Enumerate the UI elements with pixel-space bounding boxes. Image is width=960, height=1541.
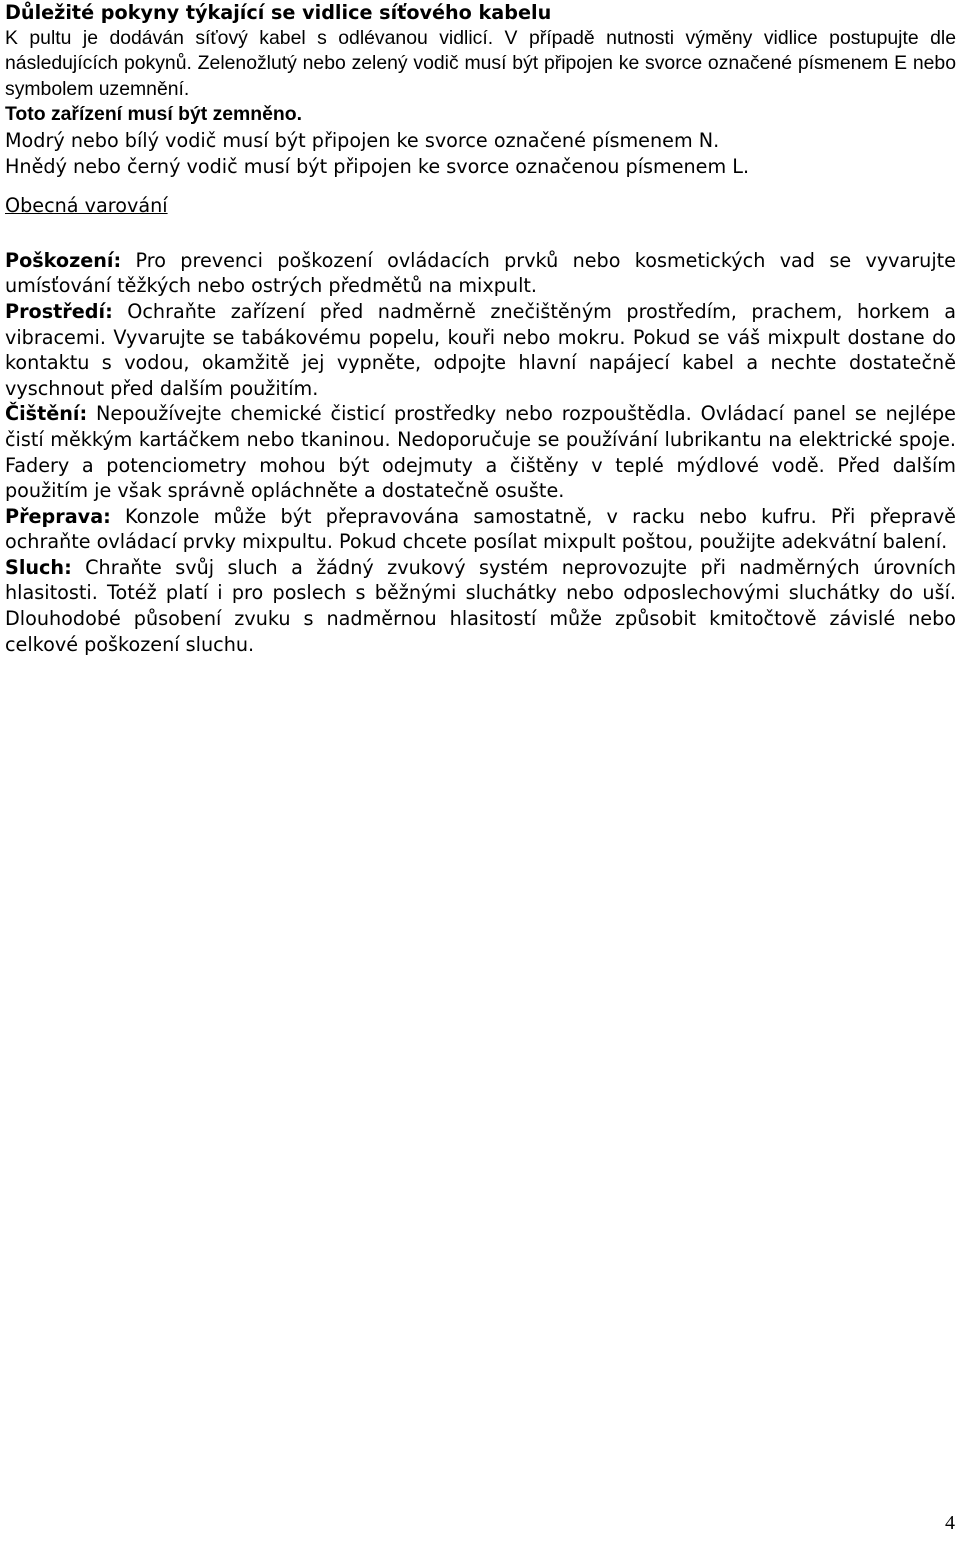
live-wire-instruction: Hnědý nebo černý vodič musí být připojen ke svorce označenou písmenem L. [5, 154, 750, 178]
cable-paragraph: K pultu je dodáván síťový kabel s odlévanou vidlicí. V případě nutnosti výměny vidlice postupujte dle následujících pokynů. Zelenožlutý nebo zelený vodič musí být připojen ke svorce označené písmenem E nebo symbolem uzemnění. [5, 26, 956, 100]
warning-text: Chraňte svůj sluch a žádný zvukový systém neprovozujte při nadměrných úrovních hlasitosti. Totéž platí i pro poslech s běžnými sluchátky nebo odposlechovými sluchátky do uší. Dlouhodobé působení zvuku s nadměrnou hlasitostí může způsobit kmitočtově závislé nebo celkové poškození sluchu. [5, 555, 956, 656]
warning-label: Přeprava: [5, 504, 111, 528]
warning-text: Pro prevenci poškození ovládacích prvků nebo kosmetických vad se vyvarujte umísťování těžkých nebo ostrých předmětů na mixpult. [5, 248, 956, 298]
warning-text: Nepoužívejte chemické čisticí prostředky nebo rozpouštědla. Ovládací panel se nejlépe čistí měkkým kartáčkem nebo tkaninou. Nedoporučuje se používání lubrikantu na elektrické spoje. Fadery a potenciometry mohou být odejmuty a čištěny v teplé mýdlové vodě. Před dalším použitím je však správně opláchněte a dostatečně osušte. [5, 402, 956, 503]
cable-heading: Důležité pokyny týkající se vidlice síťového kabelu [5, 1, 552, 24]
warning-text: Ochraňte zařízení před nadměrně znečištěným prostředím, prachem, horkem a vibracemi. Vyvarujte se tabákovému popelu, kouři nebo mokru. Pokud se váš mixpult dostane do kontaktu s vodou, okamžitě jej vypněte, odpojte hlavní napájecí kabel a nechte dostatečně vyschnout před dalším použitím. [5, 299, 956, 400]
page-number: 4 [945, 1512, 955, 1534]
warning-transport [5, 504, 956, 555]
warning-hearing [5, 555, 956, 657]
warning-damage [5, 248, 956, 299]
neutral-wire-instruction: Modrý nebo bílý vodič musí být připojen ke svorce označené písmenem N. [5, 128, 720, 152]
warning-text: Konzole může být přepravována samostatně, v racku nebo kufru. Při přepravě ochraňte ovládací prvky mixpultu. Pokud chcete posílat mixpult poštou, použijte adekvátní balení. [5, 504, 956, 554]
warning-cleaning [5, 401, 956, 503]
warning-label: Čištění: [5, 402, 88, 426]
warning-environment [5, 299, 956, 401]
document-page [5, 0, 956, 657]
warning-label: Poškození: [5, 248, 122, 272]
warning-label: Prostředí: [5, 299, 113, 323]
general-warnings-heading: Obecná varování [5, 194, 168, 218]
ground-warning: Toto zařízení musí být zemněno. [5, 103, 302, 126]
warning-label: Sluch: [5, 555, 72, 579]
